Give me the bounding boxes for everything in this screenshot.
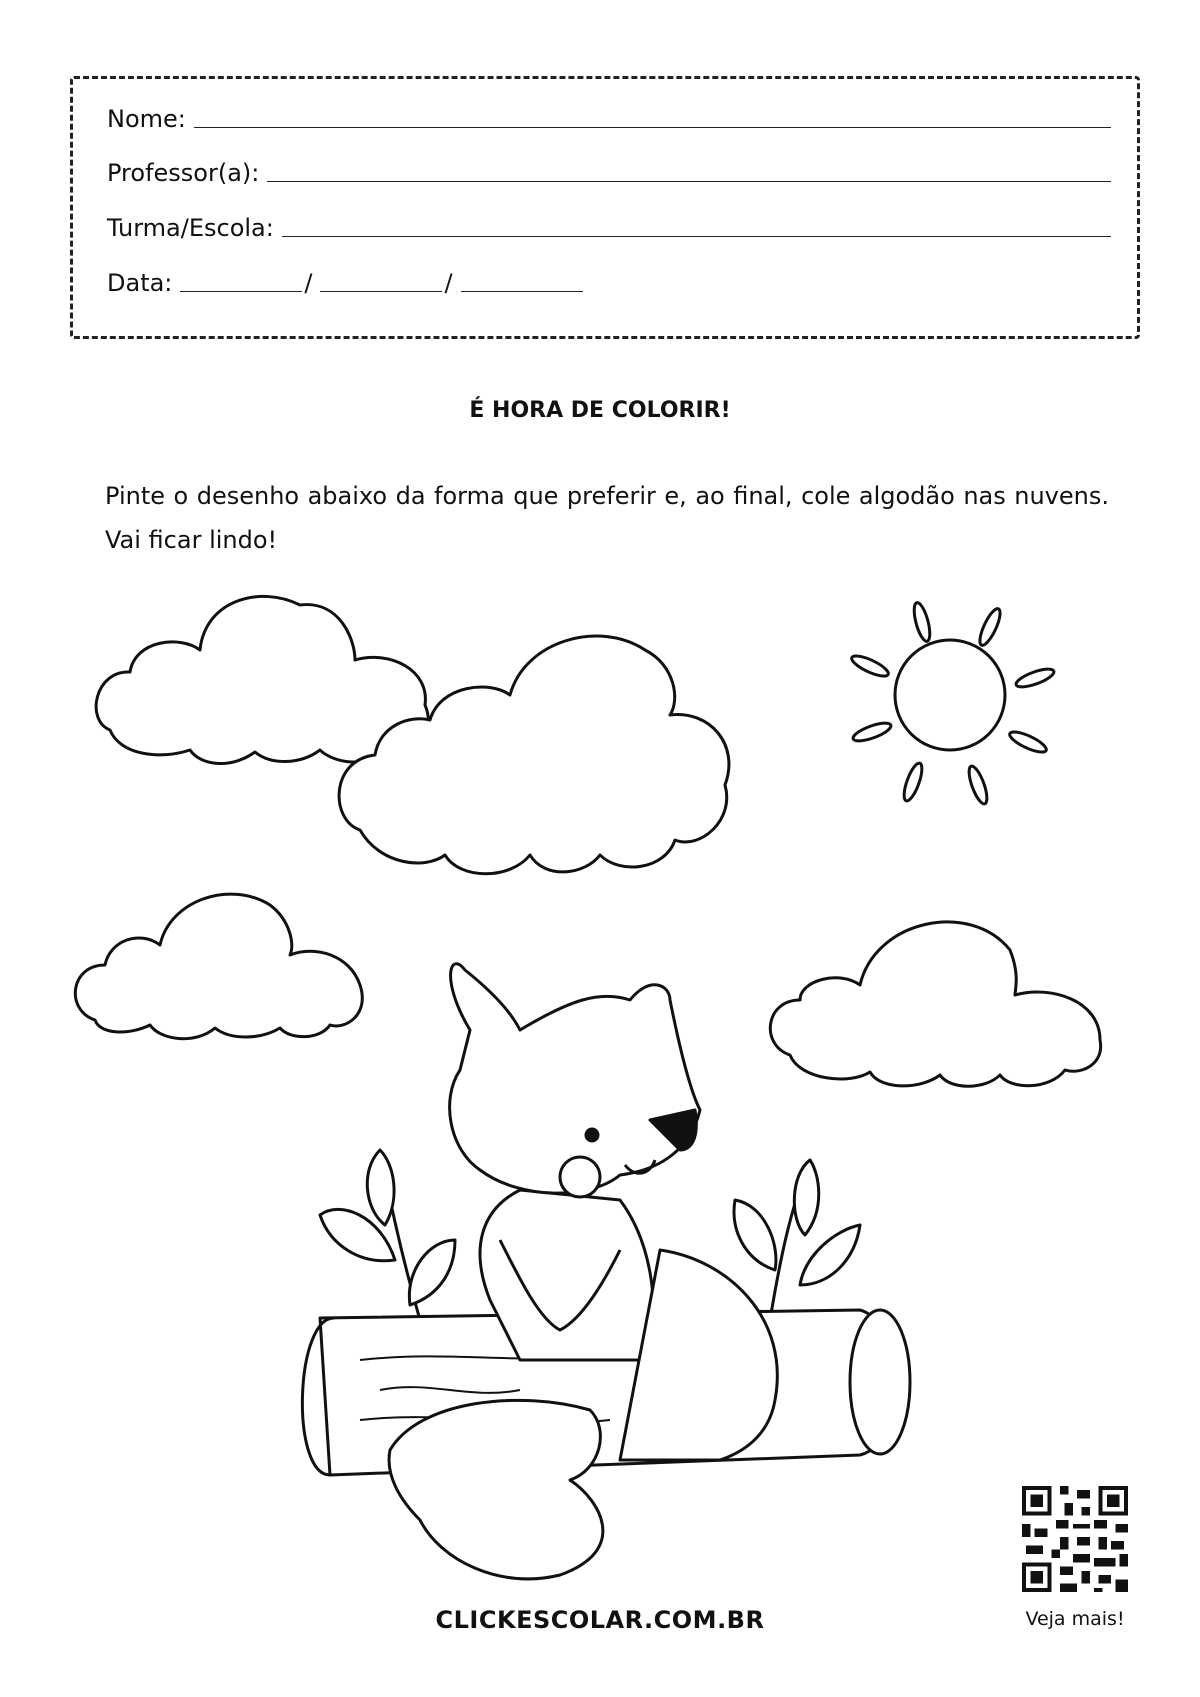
name-label: Nome:: [107, 105, 186, 133]
date-separator: /: [444, 269, 453, 297]
cloud-middle-left: [75, 894, 362, 1039]
leaves-right: [734, 1160, 860, 1320]
cloud-middle-right: [770, 922, 1100, 1086]
site-url[interactable]: CLICKESCOLAR.COM.BR: [435, 1606, 765, 1634]
date-label: Data:: [107, 269, 173, 297]
class-label: Turma/Escola:: [107, 214, 274, 242]
page-title: É HORA DE COLORIR!: [469, 398, 731, 423]
instructions: Pinte o desenho abaixo da forma que preferir e, ao final, cole algodão nas nuvens. Vai ficar lindo!: [105, 482, 1109, 554]
qr-code[interactable]: [1022, 1486, 1128, 1592]
leaves-left: [320, 1150, 455, 1320]
date-separator: /: [304, 269, 313, 297]
teacher-label: Professor(a):: [107, 159, 260, 187]
sun-icon: [849, 601, 1056, 806]
qr-caption: Veja mais!: [1025, 1608, 1125, 1630]
cloud-top-left: [96, 596, 428, 763]
